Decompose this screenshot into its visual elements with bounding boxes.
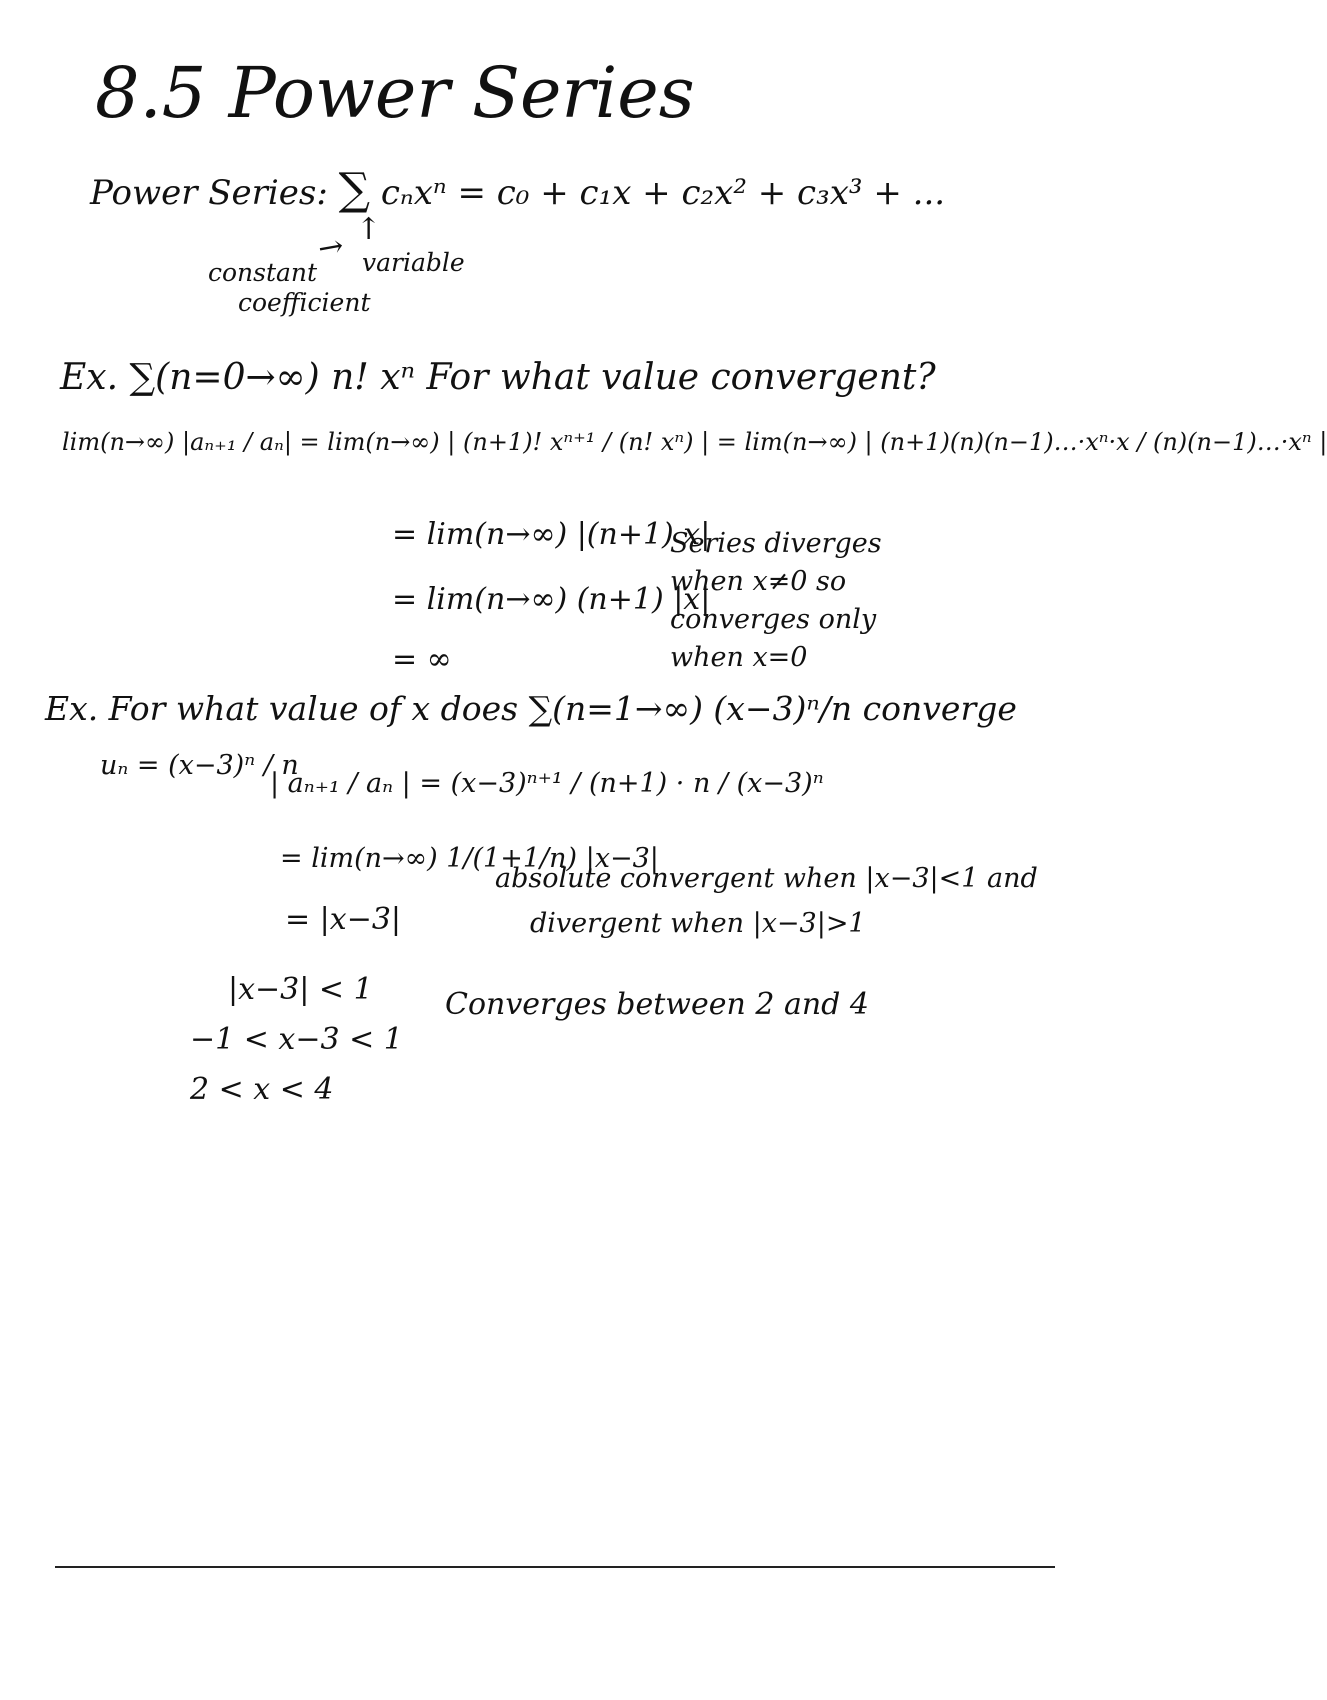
arrow-up-icon: ↑ xyxy=(356,212,382,247)
arrow-up-icon: ↗ xyxy=(310,225,351,270)
example2-heading: Ex. For what value of x does ∑(n=1→∞) (x−3)ⁿ/n converge xyxy=(45,689,1017,728)
example2-inequality: 2 < x < 4 xyxy=(190,1072,334,1107)
page-title: 8.5 Power Series xyxy=(95,52,695,134)
power-series-definition xyxy=(90,164,946,215)
example2-term: uₙ = (x−3)ⁿ / n xyxy=(100,750,299,781)
example1-result: = ∞ xyxy=(392,642,452,677)
footer-divider xyxy=(55,1566,1055,1568)
annotation-variable: variable xyxy=(362,248,465,277)
definition-formula: cₙxⁿ = c₀ + c₁x + c₂x² + c₃x³ + ... xyxy=(380,173,946,213)
example1-step: = lim(n→∞) |(n+1) x| xyxy=(392,517,711,552)
example2-conclusion: Converges between 2 and 4 xyxy=(445,987,869,1022)
example1-step: = lim(n→∞) (n+1) |x| xyxy=(392,582,711,617)
example2-note-divergent: divergent when |x−3|>1 xyxy=(530,908,866,939)
example2-inequality: −1 < x−3 < 1 xyxy=(190,1022,403,1057)
example2-inequality: |x−3| < 1 xyxy=(228,972,373,1007)
definition-label: Power Series: xyxy=(90,173,328,213)
example2-ratio: | aₙ₊₁ / aₙ | = (x−3)ⁿ⁺¹ / (n+1) · n / (x−3)ⁿ xyxy=(270,768,824,799)
example1-ratio-test: lim(n→∞) |aₙ₊₁ / aₙ| = lim(n→∞) | (n+1)! xⁿ⁺¹ / (n! xⁿ) | = lim(n→∞) | (n+1)(n)(n−1)…·xⁿ·x / (n)(n−1)…·xⁿ | xyxy=(62,428,1327,456)
annotation-coefficient: coefficient xyxy=(238,288,371,317)
example1-note: Series diverges when x≠0 so converges only when x=0 xyxy=(670,528,882,673)
example2-result: = |x−3| xyxy=(285,902,402,937)
annotation-constant: constant xyxy=(208,258,318,287)
example2-limit: = lim(n→∞) 1/(1+1/n) |x−3| xyxy=(280,843,659,874)
sigma-symbol: ∑ xyxy=(338,164,371,215)
example2-note-absolute: absolute convergent when |x−3|<1 and xyxy=(495,863,1038,894)
example1-heading: Ex. ∑(n=0→∞) n! xⁿ For what value convergent? xyxy=(60,357,936,398)
